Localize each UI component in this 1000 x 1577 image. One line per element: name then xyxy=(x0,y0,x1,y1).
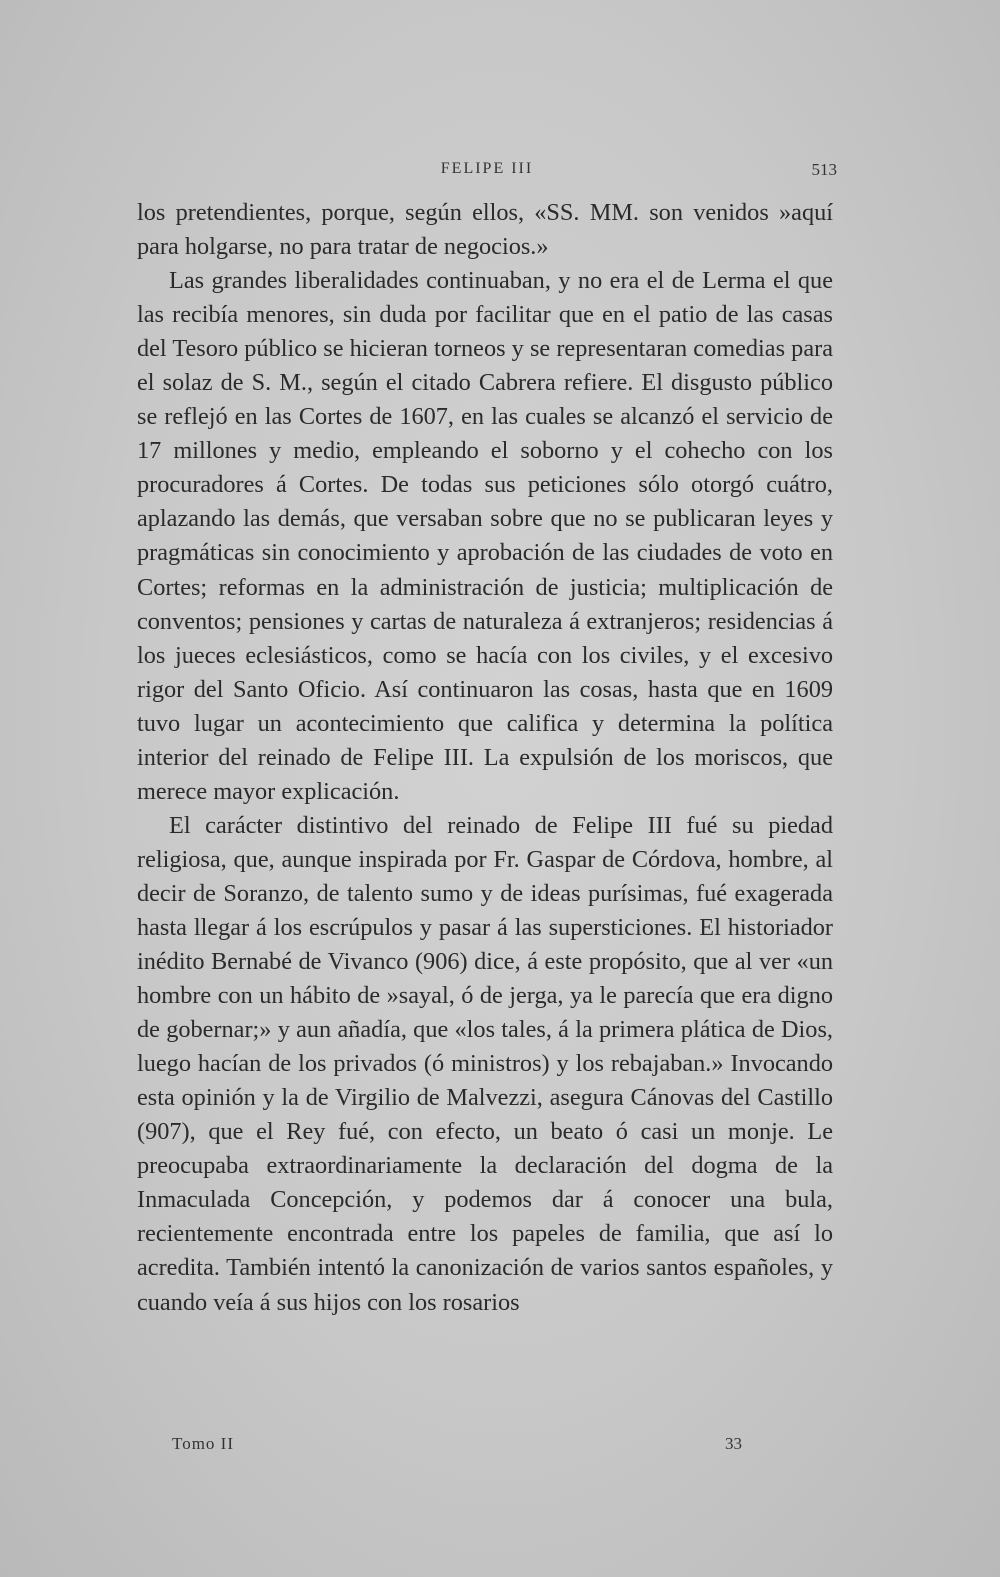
page-footer xyxy=(172,1434,742,1458)
running-title: FELIPE III xyxy=(440,160,534,177)
running-head xyxy=(137,160,837,184)
volume-signature: Tomo II xyxy=(172,1434,234,1453)
body-text xyxy=(137,196,833,1320)
paragraph-piedad: El carácter distintivo del reinado de Felipe III fué su piedad religiosa, que, aunque inspirada por Fr. Gaspar de Córdova, hombre, al decir de Soranzo, de talento sumo y de ideas purísimas, fué exagerada hasta llegar á los escrúpulos y pasar á las supersticiones. El historiador inédito Bernabé de Vivanco (906) dice, á este propósito, que al ver «un hombre con un hábito de »sayal, ó de jerga, ya le parecía que era digno de gobernar;» y aun añadía, que «los tales, á la primera plática de Dios, luego hacían de los privados (ó ministros) y los rebajaban.» Invocando esta opinión y la de Virgilio de Malvezzi, asegura Cánovas del Castillo (907), que el Rey fué, con efecto, un beato ó casi un monje. Le preocupaba extraordinariamente la declaración del dogma de la Inmaculada Concepción, y podemos dar á conocer una bula, recientemente encontrada entre los papeles de familia, que así lo acredita. También intentó la canonización de varios santos españoles, y cuando veía á sus hijos con los rosarios xyxy=(137,811,833,1316)
page-number: 513 xyxy=(811,160,837,179)
paragraph-continuation: los pretendientes, porque, según ellos, «SS. MM. son venidos »aquí para holgarse, no para tratar de negocios.» xyxy=(137,199,833,261)
sheet-number: 33 xyxy=(725,1434,742,1453)
paragraph-lerma: Las grandes liberalidades continuaban, y no era el de Lerma el que las recibía menores, sin duda por facilitar que en el patio de las casas del Tesoro público se hicieran torneos y se representaran comedias para el solaz de S. M., según el citado Cabrera refiere. El disgusto público se reflejó en las Cortes de 1607, en las cuales se alcanzó el servicio de 17 millones y medio, empleando el soborno y el cohecho con los procuradores á Cortes. De todas sus peticiones sólo otorgó cuátro, aplazando las demás, que versaban sobre que no se publicaran leyes y pragmáticas sin conocimiento y aprobación de las ciudades de voto en Cortes; reformas en la administración de justicia; multiplicación de conventos; pensiones y cartas de naturaleza á extranjeros; residencias á los jueces eclesiásticos, como se hacía con los civiles, y el excesivo rigor del Santo Oficio. Así continuaron las cosas, hasta que en 1609 tuvo lugar un acontecimiento que califica y determina la política interior del reinado de Felipe III. La expulsión de los moriscos, que merece mayor explicación. xyxy=(137,267,833,805)
